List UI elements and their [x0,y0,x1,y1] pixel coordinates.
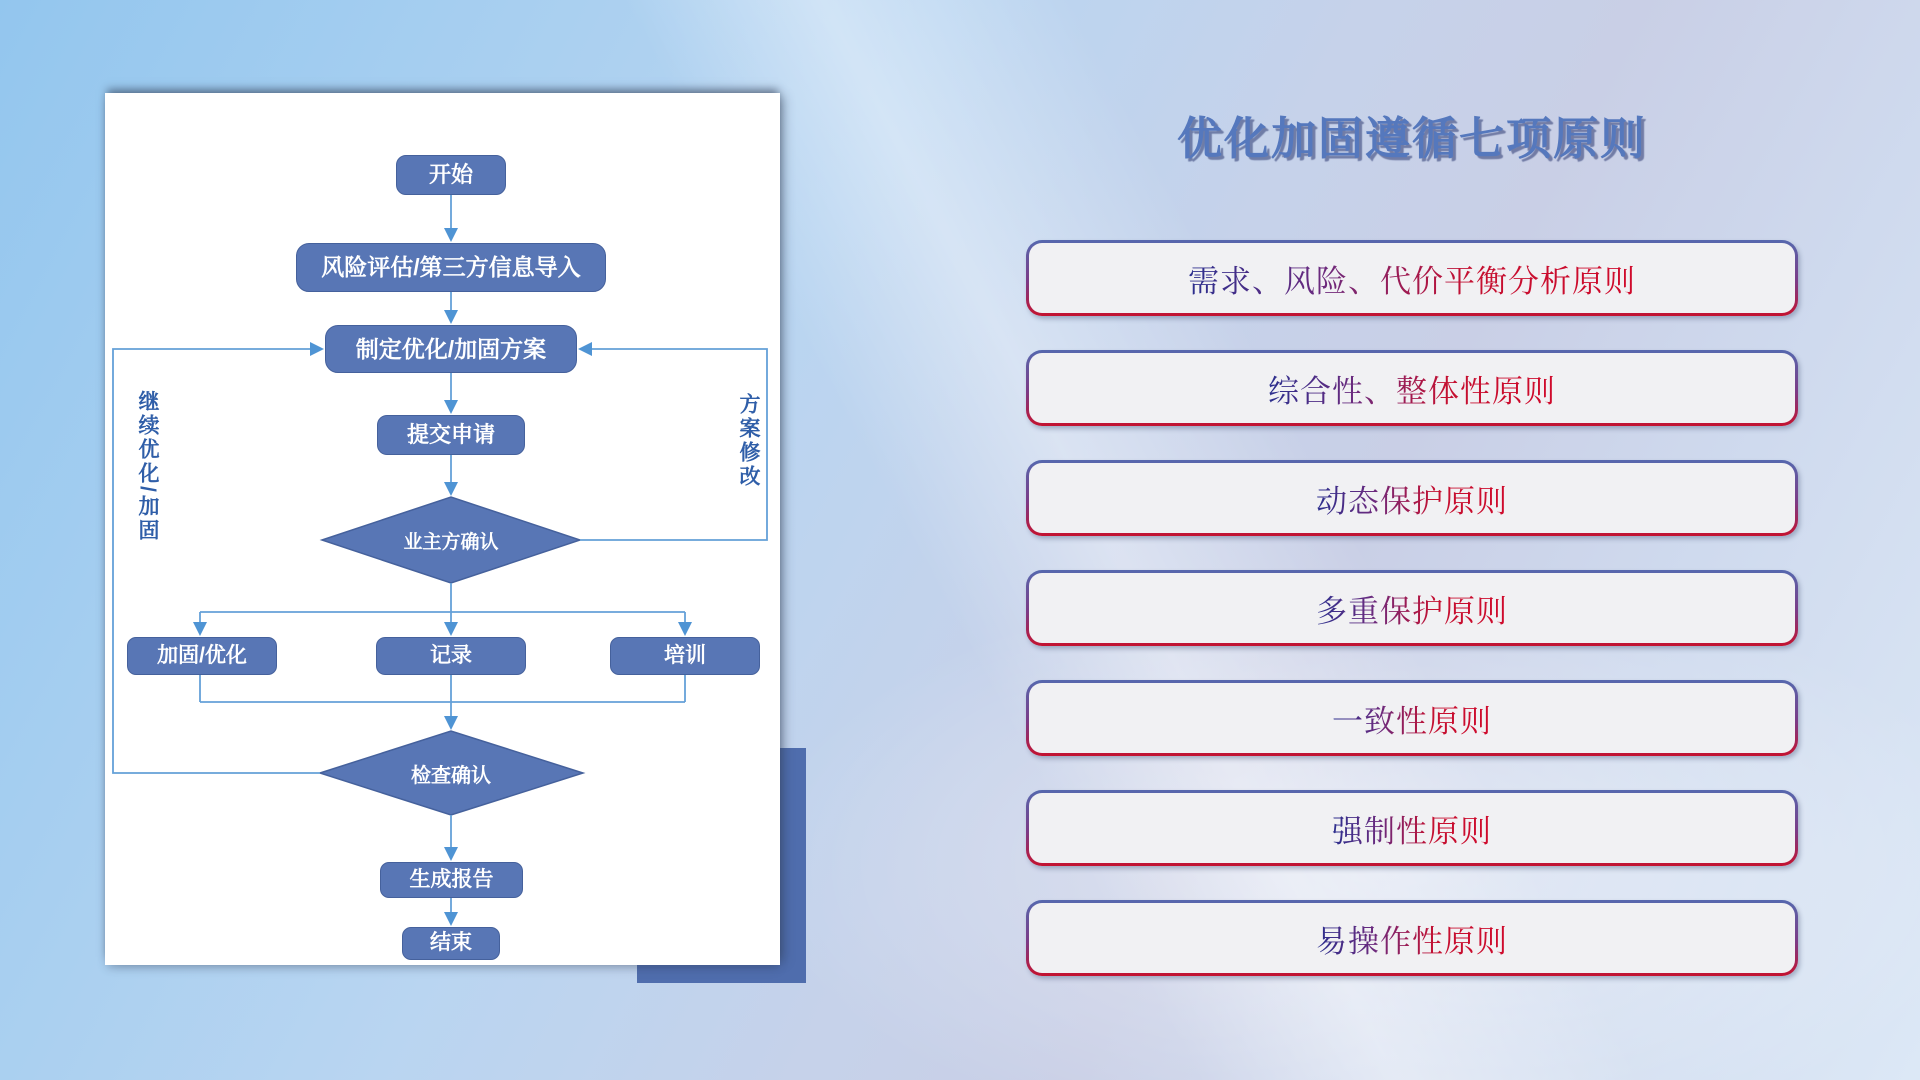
principle-box-2 [1026,350,1798,426]
principle-box-6-inner [1029,793,1795,863]
flow-node-risk-import: 风险评估/第三方信息导入 [296,243,606,292]
principle-box-1 [1026,240,1798,316]
principle-label: 多重保护原则 [1316,586,1508,631]
page-title: 优化加固遵循七项原则 [1176,113,1647,164]
flow-node-report: 生成报告 [380,862,523,898]
principle-box-7 [1026,900,1798,976]
principle-label: 需求、风险、代价平衡分析原则 [1188,256,1636,301]
flow-node-owner-confirm-label: 业主方确认 [403,531,499,553]
edge-label-continue-optimize: 继续优化/加固 [136,390,159,543]
flow-node-start: 开始 [396,155,506,195]
principles-list [1026,240,1798,976]
principle-box-3 [1026,460,1798,536]
principle-label: 易操作性原则 [1316,916,1508,961]
principle-box-5-inner [1029,683,1795,753]
flow-node-reinforce: 加固/优化 [127,637,277,675]
flow-node-make-plan: 制定优化/加固方案 [325,325,577,373]
flow-node-training: 培训 [610,637,760,675]
principle-box-3-inner [1029,463,1795,533]
flow-node-record: 记录 [376,637,526,675]
principle-box-5 [1026,680,1798,756]
principle-box-7-inner [1029,903,1795,973]
principle-box-1-inner [1029,243,1795,313]
edge-label-plan-modify: 方案修改 [737,393,760,489]
flow-node-end: 结束 [402,927,500,960]
flowchart-card [105,93,780,965]
principle-label: 综合性、整体性原则 [1268,366,1556,411]
principle-box-6 [1026,790,1798,866]
principle-label: 强制性原则 [1332,806,1492,851]
principle-label: 动态保护原则 [1316,476,1508,521]
flow-node-check-confirm-label: 检查确认 [411,764,491,787]
flow-node-submit: 提交申请 [377,415,525,455]
principle-label: 一致性原则 [1332,696,1492,741]
principle-box-4 [1026,570,1798,646]
principle-box-2-inner [1029,353,1795,423]
principle-box-4-inner [1029,573,1795,643]
